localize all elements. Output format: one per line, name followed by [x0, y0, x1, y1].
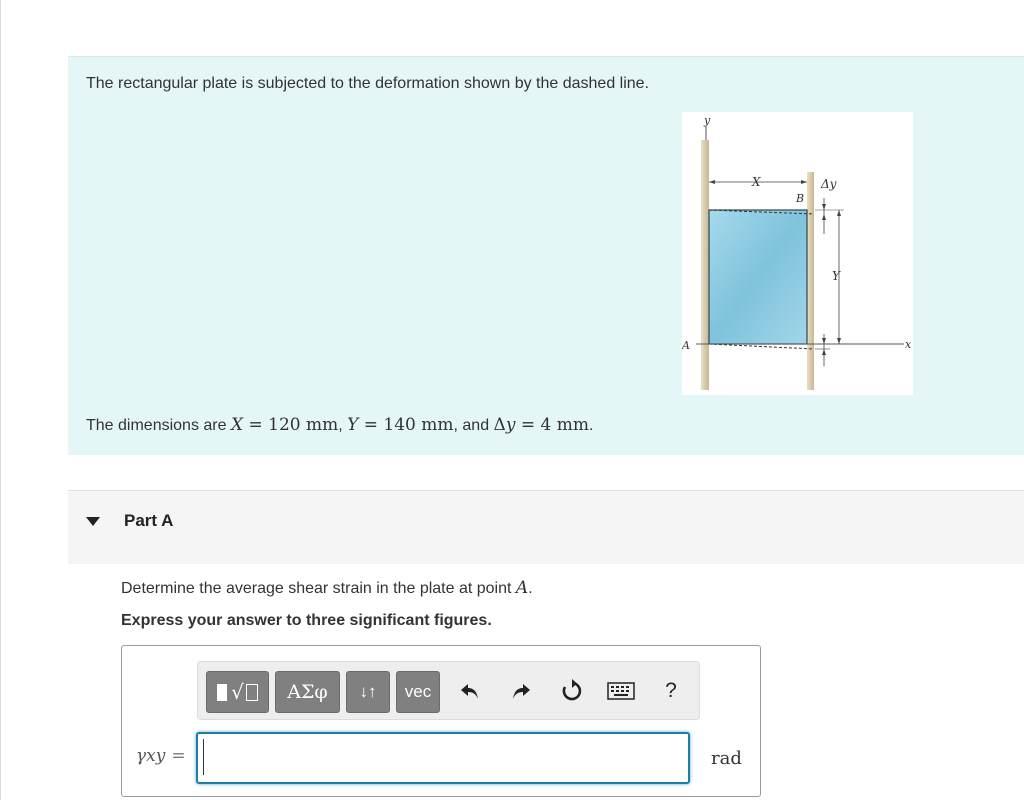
- question-point: A: [515, 578, 529, 598]
- x-axis-label: x: [905, 338, 912, 351]
- problem-intro-text: The rectangular plate is subjected to the deformation shown by the dashed line.: [86, 75, 650, 92]
- collapse-caret-icon[interactable]: [86, 517, 100, 526]
- dims-end: .: [588, 417, 594, 434]
- left-wall: [701, 140, 709, 390]
- templates-button[interactable]: [206, 671, 269, 713]
- deformation-figure: [682, 112, 913, 395]
- subscript-arrows-button[interactable]: ↓↑: [346, 671, 390, 713]
- problem-dimensions: [86, 415, 593, 435]
- dims-prefix: The dimensions are: [86, 417, 231, 434]
- answer-variable-label: [136, 746, 186, 766]
- answer-box: [121, 645, 761, 797]
- part-title: Part A: [124, 511, 174, 530]
- dim-y-var: Y: [347, 415, 359, 435]
- dim-dy: [494, 415, 589, 435]
- sqrt-icon: √: [231, 680, 244, 704]
- plate: [709, 210, 807, 344]
- answer-unit: rad: [711, 748, 742, 769]
- dim-dy-var: y: [505, 415, 516, 435]
- right-wall: [807, 172, 814, 390]
- point-b-label: B: [796, 192, 805, 205]
- delta-y-label: Δy: [821, 177, 837, 191]
- answer-equals: =: [171, 746, 186, 766]
- dim-dy-val: = 4 mm: [515, 415, 589, 435]
- undo-icon[interactable]: [453, 674, 487, 708]
- part-question: [121, 578, 533, 598]
- part-instruction: Express your answer to three significant figures.: [121, 612, 492, 629]
- point-a-label: A: [682, 339, 690, 352]
- problem-intro-panel: [68, 56, 1024, 455]
- dim-x-val: = 120 mm: [243, 415, 339, 435]
- answer-variable: γxy: [136, 746, 166, 766]
- template-block-icon: [217, 684, 227, 701]
- dim-y: [347, 415, 453, 435]
- keyboard-icon[interactable]: [604, 674, 638, 708]
- deformed-bottom-edge: [709, 344, 814, 349]
- dim-dy-delta: Δ: [493, 415, 506, 435]
- y-dimension-label: Y: [832, 269, 840, 283]
- x-dimension-label: X: [752, 175, 761, 189]
- question-end: .: [528, 580, 533, 597]
- text-cursor: [203, 739, 204, 775]
- answer-input[interactable]: [196, 732, 690, 784]
- question-prefix: Determine the average shear strain in the plate at point: [121, 580, 516, 597]
- template-box-icon: [246, 684, 258, 701]
- reset-icon[interactable]: [555, 674, 589, 708]
- left-border: [0, 0, 1, 800]
- part-a-header[interactable]: [68, 490, 1024, 564]
- vec-button[interactable]: vec: [396, 671, 440, 713]
- y-axis-label: y: [704, 114, 711, 127]
- dims-sep1: ,: [338, 417, 348, 434]
- redo-icon[interactable]: [504, 674, 538, 708]
- plate-diagram: [682, 112, 913, 395]
- greek-button[interactable]: ΑΣφ: [275, 671, 340, 713]
- help-button[interactable]: ?: [665, 679, 677, 702]
- dim-x: [231, 415, 338, 435]
- dim-x-var: X: [230, 415, 244, 435]
- dim-y-val: = 140 mm: [358, 415, 454, 435]
- dims-sep2: , and: [453, 417, 494, 434]
- math-toolbar: [197, 661, 700, 720]
